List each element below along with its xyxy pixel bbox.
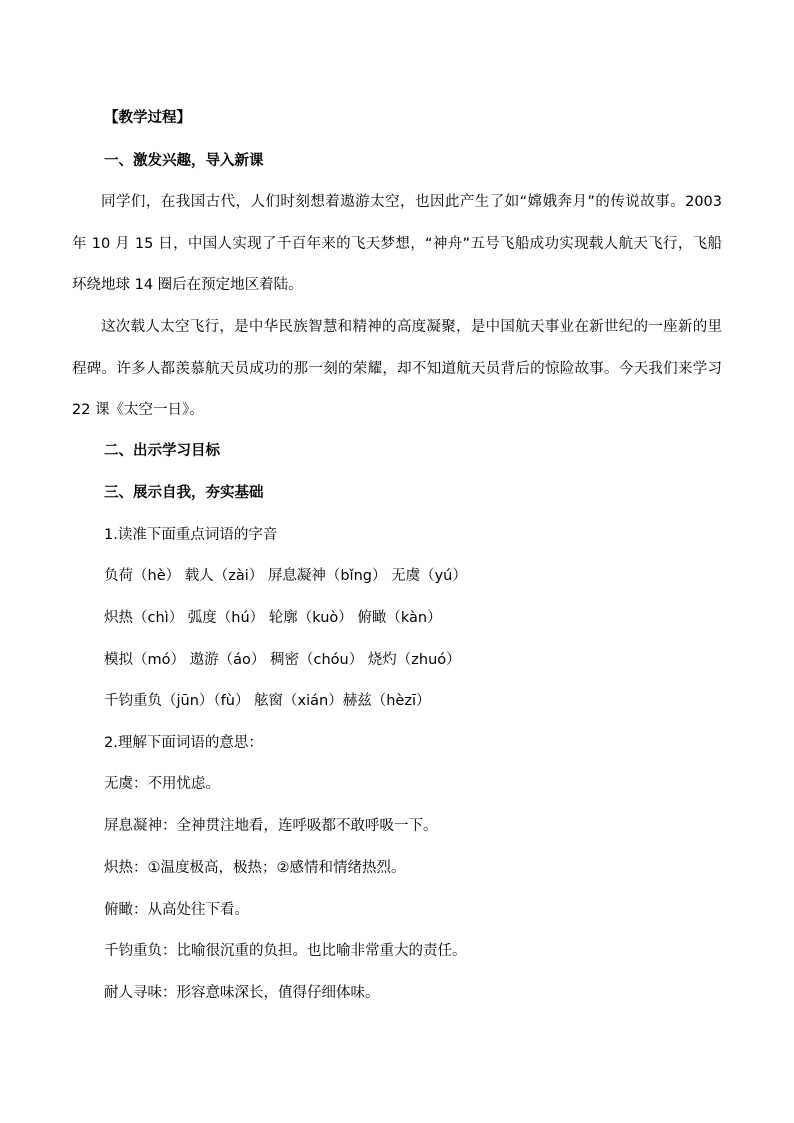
definition-line: 俯瞰：从高处往下看。 xyxy=(104,902,249,918)
definition-line: 炽热：①温度极高，极热；②感情和情绪热烈。 xyxy=(104,860,406,876)
definition-line: 耐人寻味：形容意味深长，值得仔细体味。 xyxy=(104,985,380,1001)
teaching-process-heading: 【教学过程】 xyxy=(104,110,191,126)
definition-line: 无虞：不用忧虑。 xyxy=(104,776,220,792)
task-1-label: 1.读准下面重点词语的字音 xyxy=(104,527,278,543)
definition-line: 千钧重负：比喻很沉重的负担。也比喻非常重大的责任。 xyxy=(104,943,467,959)
vocab-line: 模拟（mó） 遨游（áo） 稠密（chóu） 烧灼（zhuó） xyxy=(104,652,461,668)
vocab-line: 千钧重负（jūn）（fù） 舷窗（xián）赫兹（hèzī） xyxy=(104,693,431,709)
section-1-title: 一、激发兴趣，导入新课 xyxy=(104,153,264,169)
vocab-line: 炽热（chì） 弧度（hú） 轮廓（kuò） 俯瞰（kàn） xyxy=(104,610,442,626)
intro-paragraph-1: 同学们，在我国古代，人们时刻想着遨游太空，也因此产生了如“嫦娥奔月”的传说故事。2003 年 10 月 15 日，中国人实现了千百年来的飞天梦想，“神舟”五号飞船成功实现载人航天飞行，飞船环绕地球 14 圈后在预定地区着陆。 xyxy=(72,194,722,293)
section-2-title: 二、出示学习目标 xyxy=(104,443,220,459)
task-2-label: 2.理解下面词语的意思： xyxy=(104,735,263,751)
section-3-title: 三、展示自我，夯实基础 xyxy=(104,485,264,501)
definition-line: 屏息凝神：全神贯注地看，连呼吸都不敢呼吸一下。 xyxy=(104,818,438,834)
vocab-line: 负荷（hè） 载人（zài） 屏息凝神（bǐng） 无虞（yú） xyxy=(104,568,467,584)
intro-paragraph-2: 这次载人太空飞行，是中华民族智慧和精神的高度凝聚，是中国航天事业在新世纪的一座新的里程碑。许多人都羡慕航天员成功的那一刻的荣耀，却不知道航天员背后的惊险故事。今天我们来学习 22 课《太空一日》。 xyxy=(72,319,722,418)
